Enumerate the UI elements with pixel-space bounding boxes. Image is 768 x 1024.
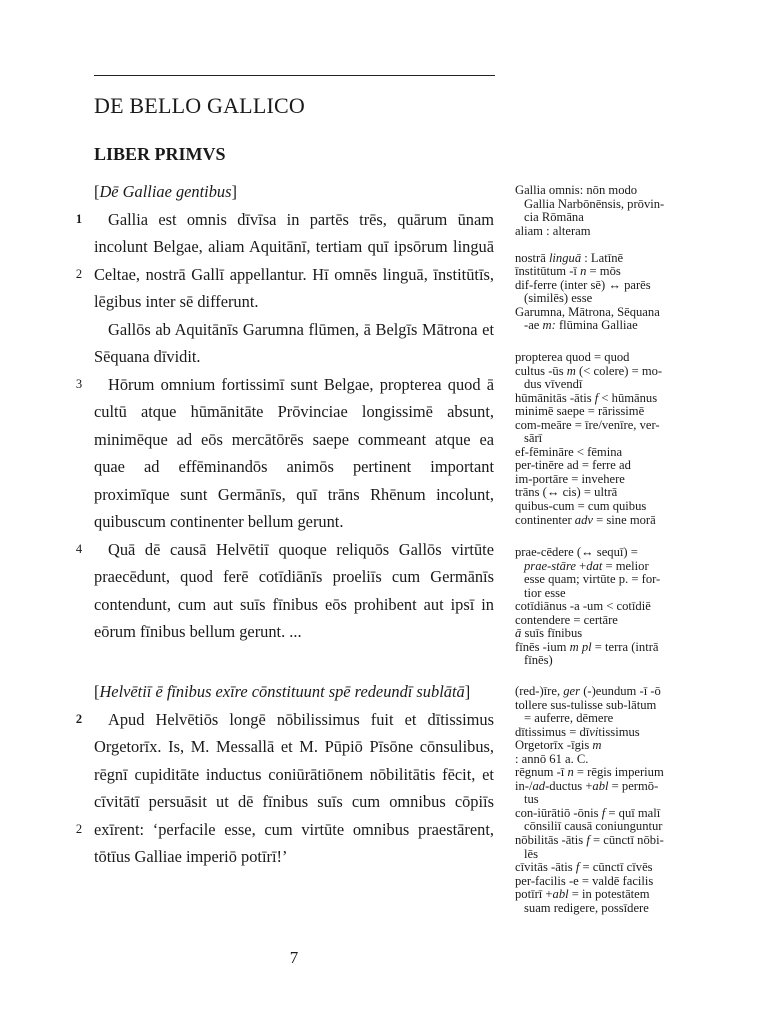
gloss-line: hūmānitās -ātis f < hūmānus <box>515 390 658 405</box>
gloss-line: rēgnum -ī n = rēgis imperium <box>515 765 664 780</box>
gloss-line: suam redigere, possīdere <box>524 900 649 915</box>
gloss-line: fīnēs) <box>524 653 553 668</box>
gloss-line: contendere = certāre <box>515 612 618 627</box>
gloss-line: aliam : alteram <box>515 223 591 238</box>
page-number: 7 <box>289 948 299 967</box>
gloss-line: tus <box>524 792 539 807</box>
gloss-line: ef-fēmināre < fēmina <box>515 444 623 459</box>
gloss-line: Gallia omnis: nōn modo <box>515 183 638 197</box>
gloss-line: dus vīvendī <box>524 377 583 392</box>
gloss-line: = auferre, dēmere <box>524 711 614 726</box>
paragraph: Gallōs ab Aquitānīs Garumna flūmen, ā Belgīs Mātrona et Sēquana dīvidit. <box>94 319 494 366</box>
chapter-number: 1 <box>75 212 83 226</box>
paragraph: Quā dē causā Helvētiī quoque reliquōs Gallōs virtūte praecēdunt, quod ferē cotīdiānīs proeliīs cum Germānīs contendunt, cum aut suīs fīnibus eōs prohibent aut ipsī in eōrum fīnibus bellum gerunt. ... <box>94 539 494 641</box>
gloss-line: potīrī +abl = in potestātem <box>515 887 650 902</box>
paragraph: Hōrum omnium fortissimī sunt Belgae, propterea quod ā cultū atque hūmānitāte Prōvinciae longissimē absunt, minimēque ad eōs mercātōrēs saepe commeant atque ea quae ad effēminandōs animōs pertinent important proximīque sunt Germānīs, quī trāns Rhēnum incolunt, quibuscum continenter bellum gerunt. <box>94 374 494 531</box>
gloss-line: trāns (↔ cis) = ultrā <box>515 485 618 500</box>
gloss-line: quibus-cum = cum quibus <box>515 499 647 514</box>
gloss-line: minimē saepe = rārissimē <box>515 404 645 419</box>
section-2-text <box>94 678 494 871</box>
gloss-line: īnstitūtum -ī n = mōs <box>515 264 621 279</box>
gloss-line: fīnēs -ium m pl = terra (intrā <box>515 639 659 654</box>
gloss-line: con-iūrātiō -ōnis f = quī malī <box>515 805 661 820</box>
gloss-line: cīvitās -ātis f = cūnctī cīvēs <box>515 860 653 875</box>
line-number: 2 <box>75 822 83 836</box>
section-heading: [Helvētiī ē fīnibus exīre cōnstituunt spē redeundī sublātā] <box>94 682 471 701</box>
gloss-line <box>515 238 715 252</box>
paragraph: Apud Helvētiōs longē nōbilissimus fuit et dītissimus Orgetorīx. Is, M. Messallā et M. Pūpiō Pīsōne cōnsulibus, rēgnī cupiditāte inductus coniūrātiōnem nōbilitātis fēcit, et cīvitātī persuāsit ut dē fīnibus suīs cum omnibus cōpiīs exīrent: ‘perfacile esse, cum virtūte omnibus praestārent, tōtīus Galliae imperiō potīrī!’ <box>94 709 494 866</box>
gloss-line: nostrā linguā : Latīnē <box>515 250 624 265</box>
gloss-line: prae-stāre +dat = melior <box>524 558 649 573</box>
margin-gloss <box>515 546 715 668</box>
gloss-line: Orgetorīx -īgis m <box>515 738 602 753</box>
gloss-line: (similēs) esse <box>524 291 593 306</box>
gloss-line: Garumna, Mātrona, Sēquana <box>515 304 660 319</box>
gloss-line: ā suīs fīnibus <box>515 626 583 641</box>
chapter-number: 2 <box>75 712 83 726</box>
gloss-line: tollere sus-tulisse sub-lātum <box>515 697 657 712</box>
gloss-line: -ae m: flūmina Galliae <box>524 318 638 333</box>
gloss-line: im-portāre = invehere <box>515 471 625 486</box>
line-number: 2 <box>75 267 83 281</box>
section-heading: [Dē Galliae gentibus] <box>94 182 237 201</box>
gloss-line: nōbilitās -ātis f = cūnctī nōbi- <box>515 833 664 848</box>
margin-gloss <box>515 184 715 333</box>
gloss-line: (red-)īre, ger (-)eundum -ī -ō <box>515 684 661 698</box>
gloss-line: esse quam; virtūte p. = for- <box>524 572 661 587</box>
gloss-line: per-facilis -e = valdē facilis <box>515 873 654 888</box>
gloss-line: cultus -ūs m (< colere) = mo- <box>515 363 663 378</box>
margin-gloss <box>515 685 715 915</box>
gloss-line: tior esse <box>524 585 566 600</box>
line-number: 3 <box>75 377 83 391</box>
gloss-line: sārī <box>524 431 543 446</box>
gloss-line: com-meāre = īre/venīre, ver- <box>515 417 660 432</box>
line-number: 4 <box>75 542 83 556</box>
gloss-line: cia Rōmāna <box>524 210 584 225</box>
gloss-line: cōnsiliī causā coniunguntur <box>524 819 663 834</box>
section-1-text <box>94 178 494 646</box>
gloss-line: Gallia Narbōnēnsis, prōvin- <box>524 196 665 211</box>
gloss-line: dītissimus = dīvitissimus <box>515 724 640 739</box>
liber-heading: LIBER PRIMVS <box>94 144 226 164</box>
gloss-line: dif-ferre (inter sē) ↔ parēs <box>515 277 651 292</box>
gloss-line: : annō 61 a. C. <box>515 751 589 766</box>
paragraph: Gallia est omnis dīvīsa in partēs trēs, quārum ūnam incolunt Belgae, aliam Aquitānī, tertiam quī ipsōrum linguā Celtae, nostrā Gallī appellantur. Hī omnēs linguā, īnstitūtīs, lēgibus inter sē differunt. <box>94 209 494 311</box>
gloss-line: prae-cēdere (↔ sequī) = <box>515 545 638 559</box>
gloss-line: lēs <box>524 846 538 861</box>
gloss-line: propterea quod = quod <box>515 350 630 364</box>
book-title: DE BELLO GALLICO <box>94 93 305 118</box>
gloss-line: per-tinēre ad = ferre ad <box>515 458 631 473</box>
gloss-line: cotīdiānus -a -um < cotīdiē <box>515 599 651 614</box>
top-rule <box>94 75 495 76</box>
gloss-line: in-/ad-ductus +abl = permō- <box>515 778 659 793</box>
margin-gloss <box>515 351 715 527</box>
gloss-line: continenter adv = sine morā <box>515 512 656 527</box>
